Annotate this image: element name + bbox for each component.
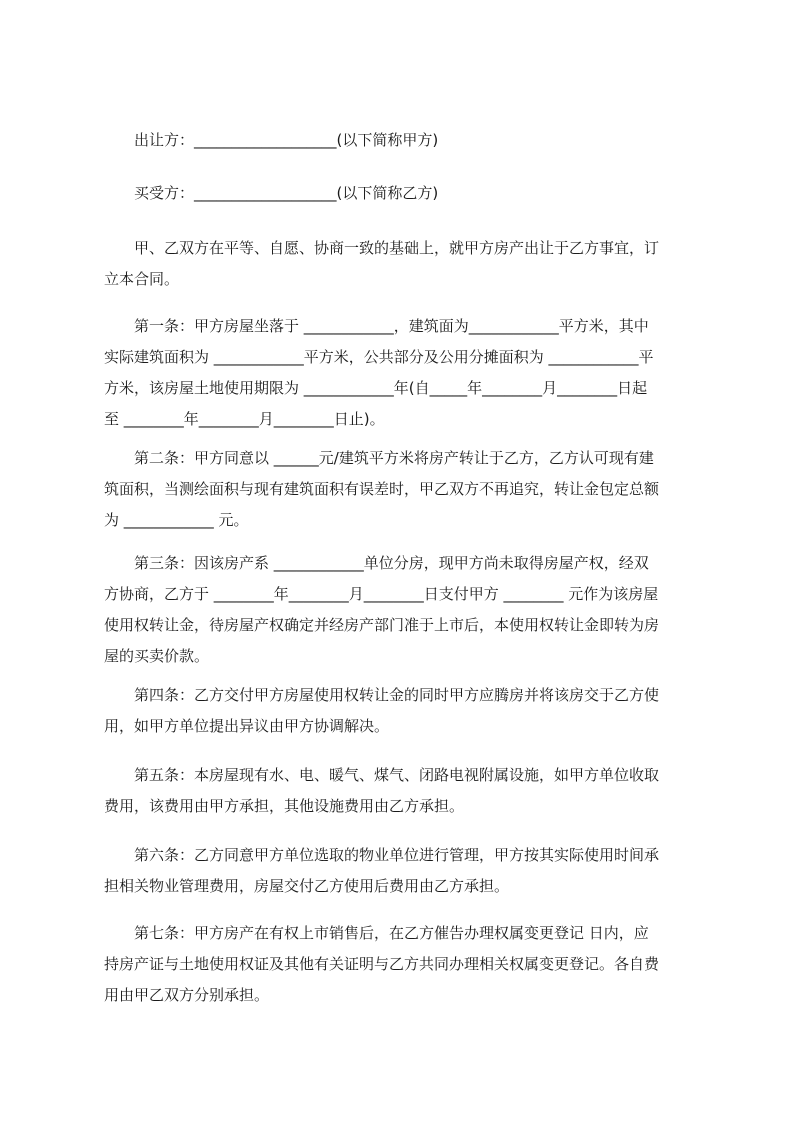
article-7-line: 第七条：甲方房产在有权上市销售后，在乙方催告办理权属变更登记 日内，应 bbox=[134, 924, 649, 942]
article-7-line: 用由甲乙双方分别承担。 bbox=[104, 986, 270, 1004]
article-5 bbox=[104, 760, 704, 822]
party-b-line: 买受方：___________________(以下简称乙方) bbox=[134, 184, 439, 202]
article-6-line: 第六条：乙方同意甲方单位选取的物业单位进行管理，甲方按其实际使用时间承 bbox=[134, 846, 660, 864]
article-5-line: 第五条：本房屋现有水、电、暖气、煤气、闭路电视附属设施，如甲方单位收取 bbox=[134, 766, 660, 784]
intro-paragraph bbox=[104, 233, 704, 295]
article-3-line: 第三条：因该房产系 ____________单位分房，现甲方尚未取得房屋产权，经双 bbox=[134, 554, 649, 572]
article-2-line: 第二条：甲方同意以 ______元/建筑平方米将房产转让于乙方，乙方认可现有建 bbox=[134, 449, 654, 467]
intro-line: 甲、乙双方在平等、自愿、协商一致的基础上，就甲方房产出让于乙方事宜，订 bbox=[134, 239, 660, 257]
party-a-line: 出让方：___________________(以下简称甲方) bbox=[134, 131, 439, 149]
intro-line: 立本合同。 bbox=[104, 270, 180, 288]
article-2-line: 筑面积，当测绘面积与现有建筑面积有误差时，甲乙双方不再追究，转让金包定总额 bbox=[104, 480, 660, 498]
article-5-line: 费用，该费用由甲方承担，其他设施费用由乙方承担。 bbox=[104, 797, 465, 815]
article-3 bbox=[104, 548, 704, 672]
article-7-line: 持房产证与土地使用权证及其他有关证明与乙方共同办理相关权属变更登记。各自费 bbox=[104, 955, 660, 973]
article-1-line: 方米，该房屋土地使用期限为 ____________年(自_____年________月________日起 bbox=[104, 379, 648, 397]
article-3-line: 使用权转让金，待房屋产权确定并经房产部门准于上市后，本使用权转让金即转为房 bbox=[104, 616, 660, 634]
article-6-line: 担相关物业管理费用，房屋交付乙方使用后费用由乙方承担。 bbox=[104, 877, 510, 895]
article-6 bbox=[104, 840, 704, 902]
article-4-line: 第四条：乙方交付甲方房屋使用权转让金的同时甲方应腾房并将该房交于乙方使 bbox=[134, 686, 660, 704]
article-3-line: 屋的买卖价款。 bbox=[104, 647, 210, 665]
article-2-line: 为 ____________ 元。 bbox=[104, 511, 249, 529]
article-7 bbox=[104, 918, 704, 1011]
article-1-line: 实际建筑面积为 ____________平方米，公共部分及公用分摊面积为 ____________平 bbox=[104, 348, 654, 366]
article-1 bbox=[104, 311, 704, 435]
article-1-line: 至 ________年________月________日止)。 bbox=[104, 410, 385, 428]
article-3-line: 方协商，乙方于 ________年________月________日支付甲方 ________ 元作为该房屋 bbox=[104, 585, 659, 603]
article-4 bbox=[104, 680, 704, 742]
article-2 bbox=[104, 443, 704, 536]
article-4-line: 用，如甲方单位提出异议由甲方协调解决。 bbox=[104, 717, 390, 735]
article-1-line: 第一条：甲方房屋坐落于 ____________，建筑面为____________平方米，其中 bbox=[134, 317, 649, 335]
